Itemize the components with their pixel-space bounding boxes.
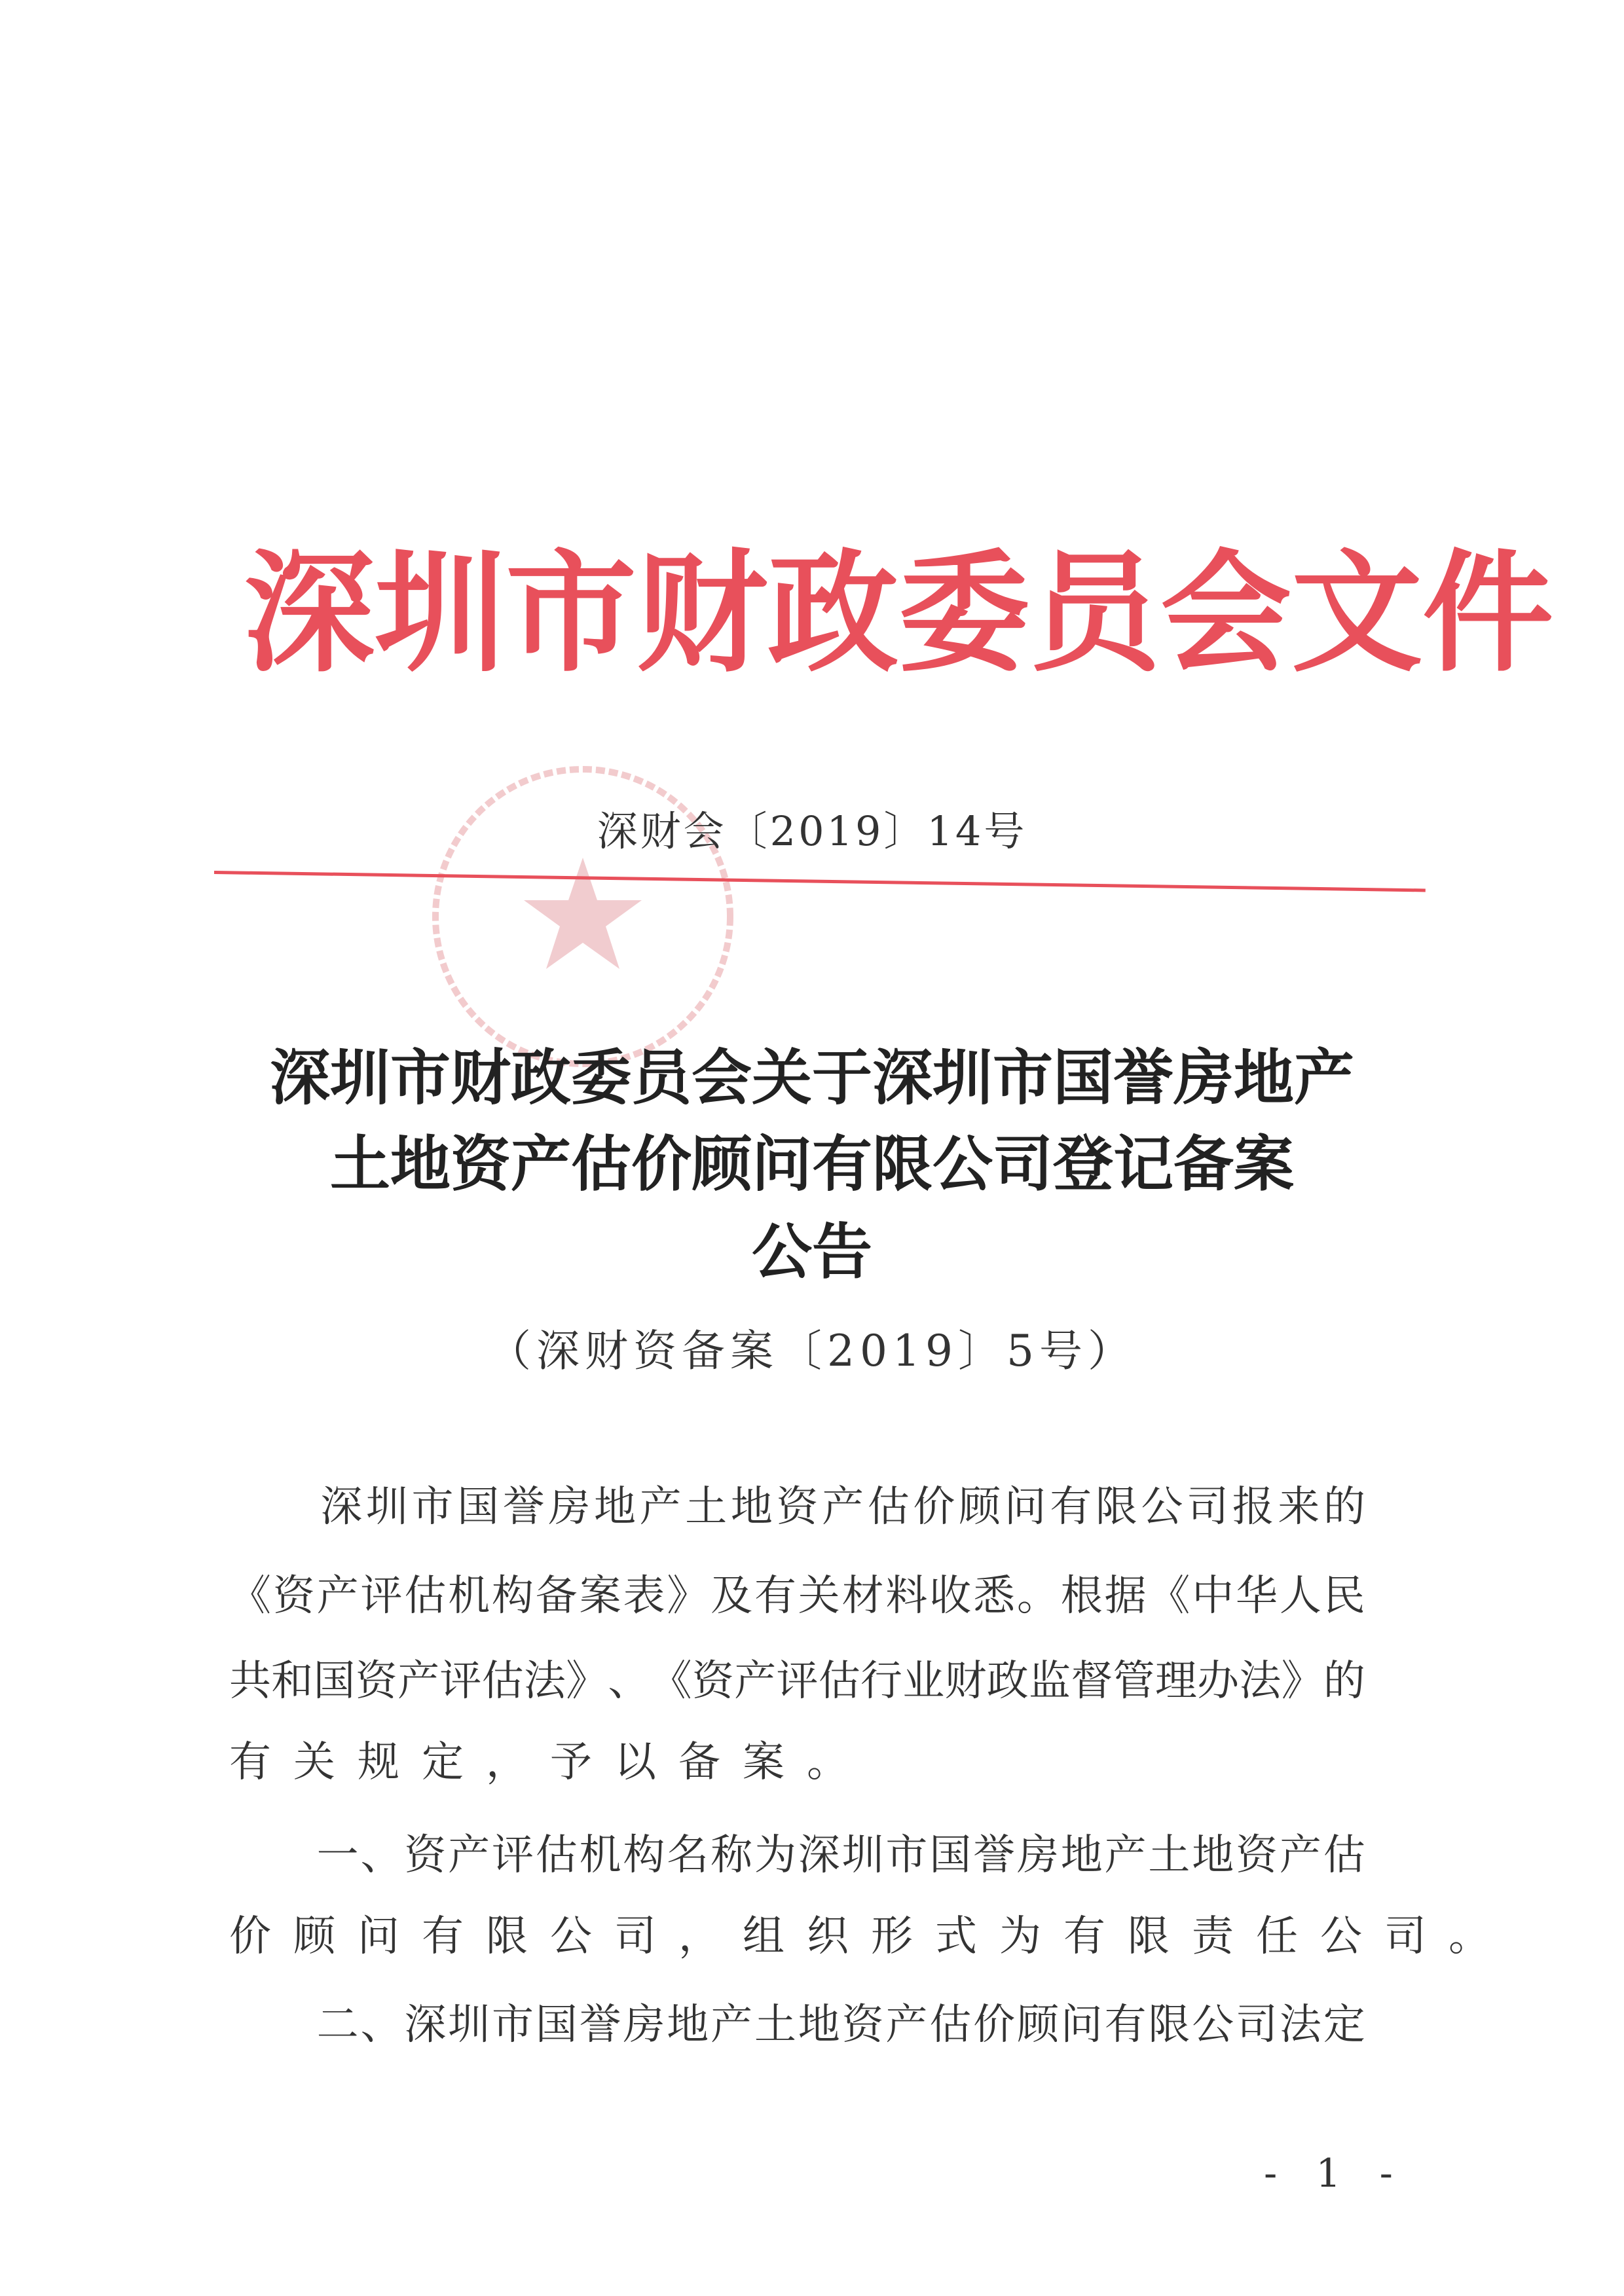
header-char: 市 <box>506 536 637 690</box>
header-char: 政 <box>767 536 899 690</box>
header-char: 委 <box>898 536 1030 690</box>
header-char: 财 <box>637 536 768 690</box>
notice-title-line-3: 公告 <box>751 1216 872 1287</box>
body-line: 《 资 产 评 估 机 构 备 案 表 》 及 有 关 材 料 收 悉 。 根 据 《 中 华 人 民 <box>229 1572 1365 1620</box>
header-char: 深 <box>244 536 375 690</box>
page-number: - 1 - <box>1264 2151 1406 2196</box>
header-char: 员 <box>1029 536 1161 690</box>
document-number: 深财会〔2019〕14号 <box>597 807 1027 855</box>
body-line: 深 圳 市 国 誉 房 地 产 土 地 资 产 估 价 顾 问 有 限 公 司 报 来 的 <box>320 1483 1365 1531</box>
notice-title-line-2: 土地资产估价顾问有限公司登记备案 <box>329 1129 1294 1199</box>
body-line: 共 和 国 资 产 评 估 法 》 、 《 资 产 评 估 行 业 财 政 监 督 管 理 办 法 》 的 <box>229 1657 1365 1705</box>
notice-subtitle: （深财资备案〔2019〕5号） <box>488 1326 1136 1376</box>
document-header <box>244 517 1554 690</box>
notice-title-line-1: 深圳市财政委员会关于深圳市国誉房地产 <box>269 1042 1354 1113</box>
header-char: 圳 <box>375 536 506 690</box>
body-line: 二 、 深 圳 市 国 誉 房 地 产 土 地 资 产 估 价 顾 问 有 限 公 司 法 定 <box>316 2001 1365 2049</box>
body-line: 一 、 资 产 评 估 机 构 名 称 为 深 圳 市 国 誉 房 地 产 土 地 资 产 估 <box>316 1831 1365 1880</box>
body-line: 有 关 规 定 ， 予 以 备 案 。 <box>229 1738 849 1787</box>
body-line: 价 顾 问 有 限 公 司 ， 组 织 形 式 为 有 限 责 任 公 司 。 <box>229 1912 1490 1961</box>
header-char: 件 <box>1422 536 1554 690</box>
seal-star-icon <box>524 858 642 969</box>
header-char: 会 <box>1160 536 1292 690</box>
header-char: 文 <box>1291 536 1423 690</box>
red-divider-line <box>214 871 1426 892</box>
